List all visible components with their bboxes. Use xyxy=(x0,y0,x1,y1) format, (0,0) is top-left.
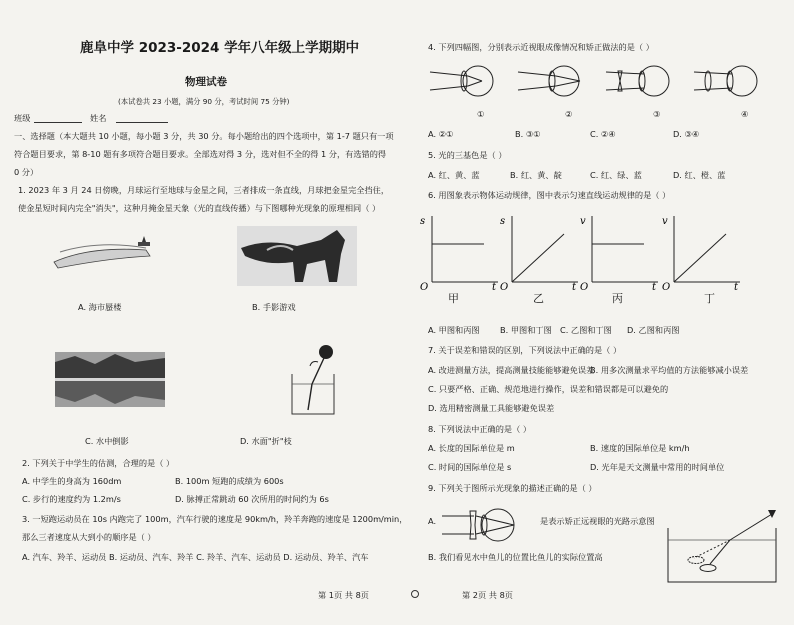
q2-option-b: B. 100m 短跑的成绩为 600s xyxy=(175,476,284,486)
q4-option-c: C. ②④ xyxy=(590,129,616,139)
q1-line-1: 1. 2023 年 3 月 24 日傍晚，月球运行至地球与金星之间，三者排成一条直线，月球把金星完全挡住， xyxy=(18,185,390,195)
q5-option-a: A. 红、黄、蓝 xyxy=(428,170,480,180)
q9-option-a-letter: A. xyxy=(428,516,437,526)
q3-line-1: 3. 一短跑运动员在 10s 内跑完了 100m，汽车行驶的速度是 90km/h，羚羊奔跑的速度是 1200m/min， xyxy=(22,514,408,524)
graph-jia xyxy=(418,212,502,292)
graph-ding-caption: 丁 xyxy=(704,292,715,305)
section1-line-2: 符合题目要求，第 8-10 题有多项符合题目要求。全部选对得 3 分，选对但不全的得 1 分，有选错的得 xyxy=(14,149,387,159)
binding-hole-icon xyxy=(411,590,419,598)
graph-yi-x-label: t xyxy=(572,282,577,292)
q6-option-d: D. 乙图和丙图 xyxy=(627,325,680,335)
graph-ding-x-label: t xyxy=(734,282,739,292)
page-footer-right: 第 2页 共 8页 xyxy=(462,590,513,600)
q5-stem: 5. 光的三基色是（ ） xyxy=(428,150,507,160)
graph-bing-origin: O xyxy=(580,282,589,292)
section1-line-3: 0 分） xyxy=(14,167,39,177)
class-label: 班级 xyxy=(14,113,31,123)
q4-fig-label-4: ④ xyxy=(741,109,749,119)
q8-stem: 8. 下列说法中正确的是（ ） xyxy=(428,424,532,434)
graph-jia-y-label: s xyxy=(420,216,426,227)
graph-yi-origin: O xyxy=(500,282,509,292)
eye-diagrams-image xyxy=(428,60,768,106)
name-blank xyxy=(116,122,168,123)
q6-option-c: C. 乙图和丁图 xyxy=(560,325,612,335)
hand-shadow-image xyxy=(237,226,357,286)
graph-yi-y-label: s xyxy=(500,216,506,227)
q4-fig-label-1: ① xyxy=(477,109,485,119)
q7-stem: 7. 关于误差和错误的区别，下列说法中正确的是（ ） xyxy=(428,345,622,355)
reflection-image xyxy=(55,352,165,407)
graph-bing-x-label: t xyxy=(652,282,657,292)
q5-option-b: B. 红、黄、靛 xyxy=(510,170,562,180)
q9-stem: 9. 下列关于图所示光现象的描述正确的是（ ） xyxy=(428,483,597,493)
class-blank xyxy=(34,122,82,123)
q9-option-a-text: 是表示矫正远视眼的光路示意图 xyxy=(540,516,655,526)
graph-yi-caption: 乙 xyxy=(533,292,544,305)
q4-fig-label-3: ③ xyxy=(653,109,661,119)
q4-fig-label-2: ② xyxy=(565,109,573,119)
q1-line-2: 使金星短时间内完全"消失"，这种月掩金星天象（光的直线传播）与下图哪种光现象的原理相同（ ） xyxy=(18,203,381,213)
graph-bing-y-label: v xyxy=(580,216,586,227)
q7-option-d: D. 选用精密测量工具能够避免误差 xyxy=(428,403,555,413)
q4-option-d: D. ③④ xyxy=(673,129,700,139)
q2-stem: 2. 下列关于中学生的估测，合理的是（ ） xyxy=(22,458,175,468)
page-footer-left: 第 1页 共 8页 xyxy=(318,590,369,600)
q3-options: A. 汽车、羚羊、运动员 B. 运动员、汽车、羚羊 C. 羚羊、汽车、运动员 D. 运动员、羚羊、汽车 xyxy=(22,552,369,562)
graph-yi xyxy=(498,212,582,292)
graph-jia-origin: O xyxy=(420,282,429,292)
q5-option-d: D. 红、橙、蓝 xyxy=(673,170,726,180)
q7-option-a: A. 改进测量方法，提高测量技能能够避免误差 xyxy=(428,365,595,375)
section1-line-1: 一、选择题（本大题共 10 小题，每小题 3 分，共 30 分。每小题给出的四个选项中，第 1-7 题只有一项 xyxy=(14,131,394,141)
q7-option-b: B. 用多次测量求平均值的方法能够减小误差 xyxy=(590,365,749,375)
q3-line-2: 那么三者速度从大到小的顺序是（ ） xyxy=(22,532,156,542)
q1-option-c: C. 水中倒影 xyxy=(85,436,129,446)
q1-option-d: D. 水面"折"枝 xyxy=(240,436,292,446)
q4-stem: 4. 下列四幅图，分别表示近视眼成像情况和矫正做法的是（ ） xyxy=(428,42,654,52)
q8-option-a: A. 长度的国际单位是 m xyxy=(428,443,515,453)
q7-option-c: C. 只要严格、正确、规范地进行操作，误差和错误都是可以避免的 xyxy=(428,384,669,394)
exam-note: (本试卷共 23 小题，满分 90 分，考试时间 75 分钟) xyxy=(118,97,290,106)
q6-option-b: B. 甲图和丁图 xyxy=(500,325,552,335)
exam-title: 鹿阜中学 2023-2024 学年八年级上学期期中 xyxy=(80,40,360,56)
q2-option-d: D. 脉搏正常跳动 60 次所用的时间约为 6s xyxy=(175,494,329,504)
graph-ding-origin: O xyxy=(662,282,671,292)
q2-option-c: C. 步行的速度约为 1.2m/s xyxy=(22,494,121,504)
q4-option-a: A. ②① xyxy=(428,129,454,139)
q1-option-a: A. 海市蜃楼 xyxy=(78,302,122,312)
q6-option-a: A. 甲图和丙图 xyxy=(428,325,480,335)
q5-option-c: C. 红、绿、蓝 xyxy=(590,170,642,180)
graph-jia-caption: 甲 xyxy=(448,292,459,305)
q4-option-b: B. ③① xyxy=(515,129,541,139)
q2-option-a: A. 中学生的身高为 160dm xyxy=(22,476,122,486)
exam-subtitle: 物理试卷 xyxy=(185,76,227,88)
q9-option-b: B. 我们看见水中鱼儿的位置比鱼儿的实际位置高 xyxy=(428,552,603,562)
graph-jia-x-label: t xyxy=(492,282,497,292)
name-label: 姓名 xyxy=(90,113,107,123)
graph-ding-y-label: v xyxy=(662,216,668,227)
q8-option-d: D. 光年是天文测量中常用的时间单位 xyxy=(590,462,725,472)
q8-option-b: B. 速度的国际单位是 km/h xyxy=(590,443,690,453)
graph-ding xyxy=(660,212,744,292)
mirage-image xyxy=(50,234,160,276)
q1-option-b: B. 手影游戏 xyxy=(252,302,296,312)
bent-stick-image xyxy=(282,340,342,418)
q6-stem: 6. 用图象表示物体运动规律，图中表示匀速直线运动规律的是（ ） xyxy=(428,190,671,200)
graph-bing-caption: 丙 xyxy=(612,292,623,305)
graph-bing xyxy=(578,212,662,292)
fish-in-water-image xyxy=(664,506,782,584)
q9-hyperopia-diagram xyxy=(440,505,535,545)
q8-option-c: C. 时间的国际单位是 s xyxy=(428,462,512,472)
